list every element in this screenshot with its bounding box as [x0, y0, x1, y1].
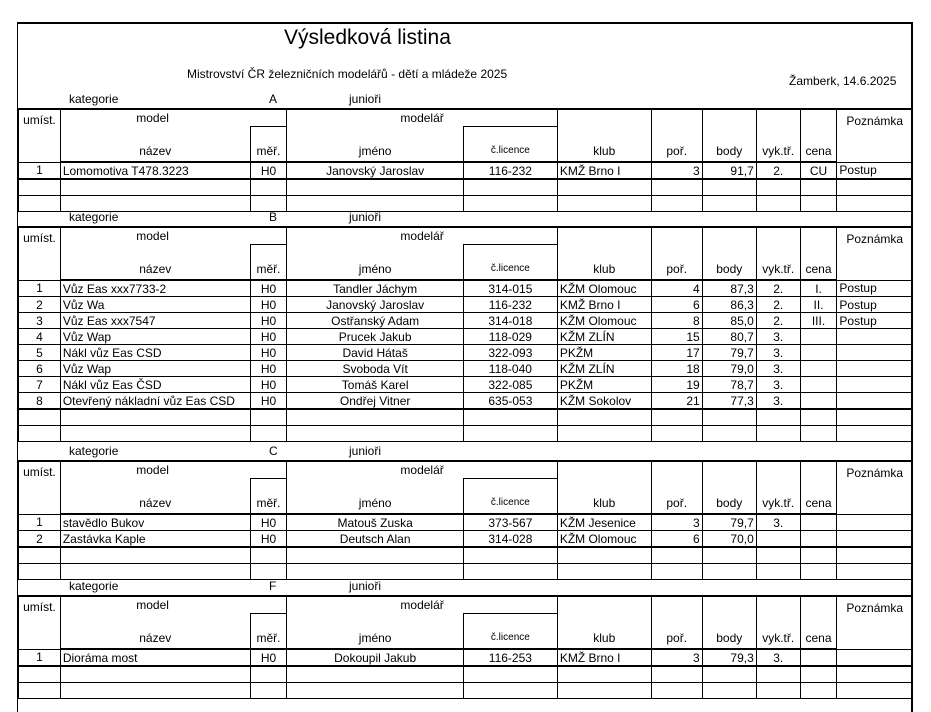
cell-klub: KMŽ Brno I — [557, 649, 651, 666]
empty-row — [19, 179, 913, 196]
cell-vyktr: 3. — [756, 649, 800, 666]
cell-mer: H0 — [250, 514, 287, 531]
col-licence: č.licence — [463, 479, 557, 515]
col-model: model — [60, 109, 287, 127]
col-vyktr: vyk.tř. — [756, 479, 800, 515]
cell-por: 6 — [651, 297, 702, 313]
cell-cena: CU — [800, 162, 837, 179]
cell-poznamka: Postup — [837, 313, 913, 329]
cell-nazev: Nákl vůz Eas ČSD — [60, 377, 250, 393]
cell-body: 78,7 — [702, 377, 756, 393]
cell-cena — [800, 345, 837, 361]
cell-nazev: Otevřený nákladní vůz Eas CSD — [60, 393, 250, 410]
col-body: body — [702, 614, 756, 650]
cell-body: 91,7 — [702, 162, 756, 179]
cell-mer: H0 — [250, 531, 287, 548]
cell-por: 6 — [651, 531, 702, 548]
cell-cena — [800, 514, 837, 531]
col-mer: měř. — [250, 479, 287, 515]
cell-klub: KŽM ZLÍN — [557, 329, 651, 345]
category-group: junioři — [349, 579, 382, 593]
cell-licence: 118-040 — [463, 361, 557, 377]
cell-klub: KŽM ZLÍN — [557, 361, 651, 377]
cell-vyktr: 2. — [756, 280, 800, 297]
cell-umist: 8 — [19, 393, 61, 410]
results-table — [18, 595, 913, 699]
col-klub: klub — [557, 245, 651, 281]
cell-poznamka: Postup — [837, 297, 913, 313]
category-code: A — [269, 92, 278, 106]
cell-por: 3 — [651, 514, 702, 531]
col-por: poř. — [651, 614, 702, 650]
col-nazev: název — [60, 127, 250, 163]
cell-cena — [800, 531, 837, 548]
table-row — [19, 377, 913, 393]
cell-klub: KŽM Sokolov — [557, 393, 651, 410]
cell-por: 19 — [651, 377, 702, 393]
col-jmeno: jméno — [287, 614, 464, 650]
category-label: kategorie — [69, 92, 119, 106]
col-body: body — [702, 245, 756, 281]
col-model: model — [60, 596, 287, 614]
cell-por: 21 — [651, 393, 702, 410]
col-licence: č.licence — [463, 127, 557, 163]
cell-umist: 1 — [19, 162, 61, 179]
cell-umist: 2 — [19, 297, 61, 313]
cell-licence: 322-093 — [463, 345, 557, 361]
cell-por: 3 — [651, 162, 702, 179]
cell-licence: 118-029 — [463, 329, 557, 345]
col-jmeno: jméno — [287, 479, 464, 515]
cell-por: 8 — [651, 313, 702, 329]
table-row — [19, 361, 913, 377]
cell-umist: 5 — [19, 345, 61, 361]
cell-klub: PKŽM — [557, 377, 651, 393]
cell-vyktr: 2. — [756, 162, 800, 179]
category-group: junioři — [349, 92, 382, 106]
cell-klub: KŽM Olomouc — [557, 313, 651, 329]
cell-umist: 1 — [19, 649, 61, 666]
col-nazev: název — [60, 245, 250, 281]
cell-mer: H0 — [250, 361, 287, 377]
cell-umist: 6 — [19, 361, 61, 377]
col-klub: klub — [557, 127, 651, 163]
col-klub: klub — [557, 479, 651, 515]
category-group: junioři — [349, 210, 382, 224]
col-mer: měř. — [250, 245, 287, 281]
col-umist: umíst. — [19, 461, 61, 514]
cell-umist: 4 — [19, 329, 61, 345]
cell-por: 18 — [651, 361, 702, 377]
cell-mer: H0 — [250, 313, 287, 329]
cell-body: 80,7 — [702, 329, 756, 345]
cell-body: 79,7 — [702, 514, 756, 531]
col-licence: č.licence — [463, 614, 557, 650]
cell-cena: II. — [800, 297, 837, 313]
category-group: junioři — [349, 444, 382, 458]
cell-vyktr — [756, 531, 800, 548]
cell-mer: H0 — [250, 162, 287, 179]
empty-row — [19, 666, 913, 683]
cell-klub: KŽM Olomouc — [557, 531, 651, 548]
col-jmeno: jméno — [287, 127, 464, 163]
cell-body: 79,3 — [702, 649, 756, 666]
col-modelar: modelář — [287, 227, 557, 245]
table-row — [19, 297, 913, 313]
col-model: model — [60, 461, 287, 479]
col-vyktr: vyk.tř. — [756, 127, 800, 163]
cell-licence: 314-018 — [463, 313, 557, 329]
col-por: poř. — [651, 245, 702, 281]
cell-por: 3 — [651, 649, 702, 666]
category-label: kategorie — [69, 444, 119, 458]
cell-cena — [800, 329, 837, 345]
cell-nazev: Zastávka Kaple — [60, 531, 250, 548]
cell-klub: KŽM Olomouc — [557, 280, 651, 297]
category-code: F — [269, 579, 277, 593]
cell-nazev: stavědlo Bukov — [60, 514, 250, 531]
cell-cena — [800, 377, 837, 393]
col-cena: cena — [800, 127, 837, 163]
cell-por: 17 — [651, 345, 702, 361]
cell-jmeno: Matouš Zuska — [287, 514, 464, 531]
col-model: model — [60, 227, 287, 245]
cell-body: 87,3 — [702, 280, 756, 297]
empty-row — [19, 409, 913, 426]
category-code: B — [269, 210, 278, 224]
empty-row — [19, 683, 913, 699]
cell-klub: KŽM Jesenice — [557, 514, 651, 531]
col-cena: cena — [800, 614, 837, 650]
col-poznamka: Poznámka — [837, 227, 913, 280]
col-modelar: modelář — [287, 109, 557, 127]
cell-nazev: Vůz Wap — [60, 361, 250, 377]
cell-licence: 635-053 — [463, 393, 557, 410]
col-cena: cena — [800, 245, 837, 281]
table-row — [19, 345, 913, 361]
results-table — [18, 108, 913, 212]
cell-vyktr: 2. — [756, 313, 800, 329]
cell-umist: 3 — [19, 313, 61, 329]
cell-nazev: Vůz Wa — [60, 297, 250, 313]
cell-licence: 373-567 — [463, 514, 557, 531]
results-table — [18, 226, 913, 442]
cell-poznamka — [837, 531, 913, 548]
cell-cena: III. — [800, 313, 837, 329]
cell-body: 70,0 — [702, 531, 756, 548]
cell-vyktr: 2. — [756, 297, 800, 313]
cell-jmeno: Janovský Jaroslav — [287, 162, 464, 179]
cell-body: 86,3 — [702, 297, 756, 313]
col-body: body — [702, 479, 756, 515]
table-row — [19, 393, 913, 410]
cell-body: 79,0 — [702, 361, 756, 377]
cell-jmeno: Dokoupil Jakub — [287, 649, 464, 666]
cell-licence: 314-028 — [463, 531, 557, 548]
col-mer: měř. — [250, 614, 287, 650]
cell-por: 4 — [651, 280, 702, 297]
category-header — [18, 443, 913, 460]
col-poznamka: Poznámka — [837, 596, 913, 649]
category-code: C — [269, 444, 278, 458]
col-vyktr: vyk.tř. — [756, 614, 800, 650]
cell-poznamka — [837, 514, 913, 531]
results-table — [18, 460, 913, 580]
cell-vyktr: 3. — [756, 514, 800, 531]
cell-vyktr: 3. — [756, 329, 800, 345]
table-row — [19, 313, 913, 329]
cell-nazev: Vůz Wap — [60, 329, 250, 345]
table-row — [19, 280, 913, 297]
col-umist: umíst. — [19, 109, 61, 162]
cell-nazev: Dioráma most — [60, 649, 250, 666]
category-header — [18, 91, 913, 108]
cell-poznamka — [837, 649, 913, 666]
col-mer: měř. — [250, 127, 287, 163]
col-modelar: modelář — [287, 461, 557, 479]
col-jmeno: jméno — [287, 245, 464, 281]
category-header — [18, 578, 913, 595]
col-umist: umíst. — [19, 596, 61, 649]
cell-klub: KMŽ Brno I — [557, 297, 651, 313]
page-title: Výsledková listina — [284, 26, 451, 49]
col-por: poř. — [651, 479, 702, 515]
cell-mer: H0 — [250, 377, 287, 393]
cell-nazev: Lomomotiva T478.3223 — [60, 162, 250, 179]
col-nazev: název — [60, 479, 250, 515]
col-licence: č.licence — [463, 245, 557, 281]
category-label: kategorie — [69, 579, 119, 593]
cell-nazev: Vůz Eas xxx7733-2 — [60, 280, 250, 297]
cell-jmeno: David Hátaš — [287, 345, 464, 361]
col-poznamka: Poznámka — [837, 109, 913, 162]
cell-mer: H0 — [250, 297, 287, 313]
cell-poznamka — [837, 393, 913, 410]
col-poznamka: Poznámka — [837, 461, 913, 514]
cell-body: 77,3 — [702, 393, 756, 410]
cell-umist: 7 — [19, 377, 61, 393]
cell-licence: 116-232 — [463, 162, 557, 179]
cell-licence: 322-085 — [463, 377, 557, 393]
cell-jmeno: Tandler Jáchym — [287, 280, 464, 297]
col-nazev: název — [60, 614, 250, 650]
empty-row — [19, 426, 913, 442]
cell-cena: I. — [800, 280, 837, 297]
cell-poznamka — [837, 345, 913, 361]
empty-row — [19, 547, 913, 564]
table-row — [19, 329, 913, 345]
col-umist: umíst. — [19, 227, 61, 280]
cell-umist: 1 — [19, 280, 61, 297]
cell-umist: 1 — [19, 514, 61, 531]
place-date: Žamberk, 14.6.2025 — [789, 74, 897, 88]
cell-cena — [800, 649, 837, 666]
cell-vyktr: 3. — [756, 345, 800, 361]
cell-mer: H0 — [250, 280, 287, 297]
cell-klub: PKŽM — [557, 345, 651, 361]
cell-vyktr: 3. — [756, 393, 800, 410]
table-row — [19, 514, 913, 531]
cell-poznamka: Postup — [837, 280, 913, 297]
cell-cena — [800, 361, 837, 377]
col-modelar: modelář — [287, 596, 557, 614]
page-subtitle: Mistrovství ČR železničních modelářů - dětí a mládeže 2025 — [187, 67, 508, 81]
col-vyktr: vyk.tř. — [756, 245, 800, 281]
cell-mer: H0 — [250, 345, 287, 361]
cell-jmeno: Janovský Jaroslav — [287, 297, 464, 313]
category-label: kategorie — [69, 210, 119, 224]
col-klub: klub — [557, 614, 651, 650]
cell-jmeno: Tomáš Karel — [287, 377, 464, 393]
cell-vyktr: 3. — [756, 361, 800, 377]
cell-cena — [800, 393, 837, 410]
col-por: poř. — [651, 127, 702, 163]
cell-mer: H0 — [250, 329, 287, 345]
cell-jmeno: Ostřanský Adam — [287, 313, 464, 329]
cell-poznamka: Postup — [837, 162, 913, 179]
cell-jmeno: Ondřej Vitner — [287, 393, 464, 410]
cell-klub: KMŽ Brno I — [557, 162, 651, 179]
table-row — [19, 162, 913, 179]
cell-vyktr: 3. — [756, 377, 800, 393]
cell-jmeno: Svoboda Vít — [287, 361, 464, 377]
cell-body: 79,7 — [702, 345, 756, 361]
cell-jmeno: Deutsch Alan — [287, 531, 464, 548]
cell-licence: 116-253 — [463, 649, 557, 666]
cell-nazev: Vůz Eas xxx7547 — [60, 313, 250, 329]
col-body: body — [702, 127, 756, 163]
cell-poznamka — [837, 361, 913, 377]
cell-mer: H0 — [250, 393, 287, 410]
cell-por: 15 — [651, 329, 702, 345]
cell-licence: 314-015 — [463, 280, 557, 297]
cell-poznamka — [837, 329, 913, 345]
cell-mer: H0 — [250, 649, 287, 666]
category-header — [18, 209, 913, 226]
cell-poznamka — [837, 377, 913, 393]
cell-umist: 2 — [19, 531, 61, 548]
cell-body: 85,0 — [702, 313, 756, 329]
table-row — [19, 649, 913, 666]
table-row — [19, 531, 913, 548]
cell-jmeno: Prucek Jakub — [287, 329, 464, 345]
cell-licence: 116-232 — [463, 297, 557, 313]
cell-nazev: Nákl vůz Eas CSD — [60, 345, 250, 361]
col-cena: cena — [800, 479, 837, 515]
